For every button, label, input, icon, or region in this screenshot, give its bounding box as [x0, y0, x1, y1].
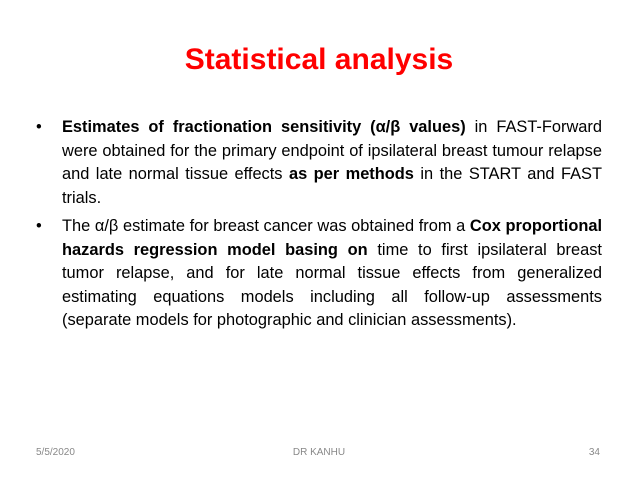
bullet-list — [36, 116, 602, 338]
footer-author: DR KANHU — [292, 447, 346, 458]
footer-page-number: 34 — [588, 447, 600, 458]
bullet-text-bold: as per methods — [288, 165, 414, 183]
bullet-text-bold: Cox proportional hazards regression model basing on — [62, 217, 603, 259]
bullet-text-regular: in the START and FAST trials. — [62, 165, 602, 207]
bullet-item — [36, 215, 602, 333]
bullet-text-bold: Estimates of fractionation sensitivity (α/β values) — [62, 118, 466, 136]
bullet-text-regular: in FAST-Forward were obtained for the primary endpoint of ipsilateral breast tumour relapse and late normal tissue effects — [62, 118, 603, 183]
bullet-text-regular: time to first ipsilateral breast tumor relapse, and for late normal tissue effects from generalized estimating equations models including all follow-up assessments (separate models for photographic and clinician assessments). — [62, 240, 602, 329]
slide-title: Statistical analysis — [184, 43, 454, 76]
bullet-marker: • — [36, 217, 42, 235]
bullet-text — [62, 217, 602, 329]
bullet-text — [62, 118, 602, 207]
bullet-marker: • — [36, 118, 42, 136]
bullet-text-regular: The α/β estimate for breast cancer was obtained from a — [62, 217, 470, 235]
bullet-item — [36, 116, 602, 210]
footer-date: 5/5/2020 — [36, 447, 75, 458]
